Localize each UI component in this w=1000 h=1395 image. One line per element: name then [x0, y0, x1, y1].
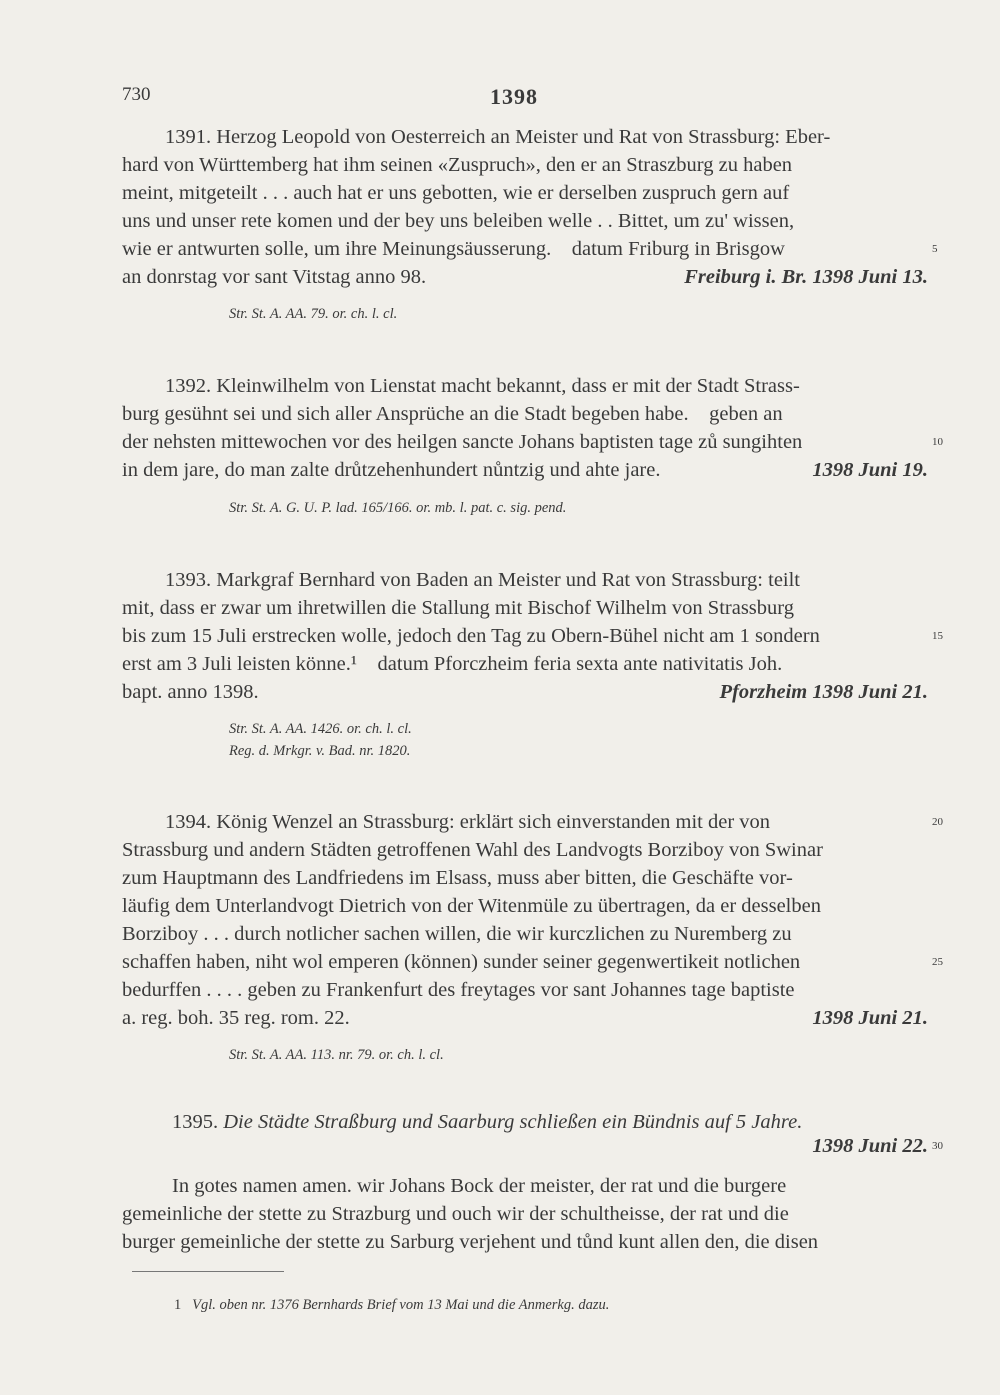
page-number: 730	[122, 84, 151, 105]
entry-1393-source-2: Reg. d. Mrkgr. v. Bad. nr. 1820.	[229, 743, 411, 759]
entry-1393-line-3: bis zum 15 Juli erstrecken wolle, jedoch den Tag zu Obern-Bühel nicht am 1 sondern	[122, 625, 820, 647]
entry-1391-line-6: an donrstag vor sant Vitstag anno 98.	[122, 266, 427, 288]
entry-1395-title: Die Städte Straßburg und Saarburg schließen ein Bündnis auf 5 Jahre.	[223, 1111, 803, 1133]
entry-1394-line-3: zum Hauptmann des Landfriedens im Elsass, muss aber bitten, die Geschäfte vor-	[122, 867, 793, 889]
footnote-text: Vgl. oben nr. 1376 Bernhards Brief vom 13 Mai und die Anmerkg. dazu.	[192, 1297, 610, 1313]
entry-1395-line-3: gemeinliche der stette zu Strazburg und ouch wir der schultheisse, der rat und die	[122, 1203, 789, 1225]
entry-number: 1391	[165, 126, 206, 148]
entry-1395-line-2: In gotes namen amen. wir Johans Bock der meister, der rat und die burgere	[172, 1175, 787, 1197]
entry-number: 1394	[165, 811, 206, 833]
entry-number: 1392	[165, 375, 206, 397]
entry-1391-line-2: hard von Württemberg hat ihm seinen «Zuspruch», den er an Straszburg zu haben	[122, 154, 793, 176]
margin-line-number: 20	[932, 816, 943, 828]
footnote	[174, 1297, 609, 1314]
margin-line-number: 5	[932, 243, 938, 255]
entry-1393-line-4: erst am 3 Juli leisten könne.¹ datum Pforczheim feria sexta ante nativitatis Joh.	[122, 653, 783, 675]
running-header-year: 1398	[490, 84, 538, 109]
entry-1393-date: Pforzheim 1398 Juni 21.	[719, 681, 928, 703]
entry-1391-date: Freiburg i. Br. 1398 Juni 13.	[684, 266, 928, 288]
margin-line-number: 15	[932, 630, 943, 642]
entry-1394-source: Str. St. A. AA. 113. nr. 79. or. ch. l. cl.	[229, 1047, 444, 1063]
entry-1394-line-1: 1394. König Wenzel an Strassburg: erklärt sich einverstanden mit der von	[165, 811, 771, 833]
margin-line-number: 10	[932, 436, 943, 448]
entry-1395-line-4: burger gemeinliche der stette zu Sarburg verjehent und tůnd kunt allen den, die disen	[122, 1231, 819, 1253]
entry-1391-line-3: meint, mitgeteilt . . . auch hat er uns gebotten, wie er derselben zuspruch gern auf	[122, 182, 790, 204]
entry-1393-source-1: Str. St. A. AA. 1426. or. ch. l. cl.	[229, 721, 412, 737]
entry-1391-line-4: uns und unser rete komen und der bey uns beleiben welle . . Bittet, um zu' wissen,	[122, 210, 795, 232]
entry-1392-line-2: burg gesühnt sei und sich aller Ansprüche an die Stadt begeben habe. geben an	[122, 403, 783, 425]
entry-1391-line-1: 1391. Herzog Leopold von Oesterreich an Meister und Rat von Strassburg: Eber-	[165, 126, 831, 148]
entry-1394-line-7: bedurffen . . . . geben zu Frankenfurt des freytages vor sant Johannes tage baptiste	[122, 979, 795, 1001]
entry-1394-line-5: Borziboy . . . durch notlicher sachen willen, die wir kurczlichen zu Nuremberg zu	[122, 923, 792, 945]
entry-1395-date: 1398 Juni 22.	[812, 1135, 928, 1157]
entry-1394-line-4: läufig dem Unterlandvogt Dietrich von der Witenmüle zu übertragen, da er desselben	[122, 895, 821, 917]
entry-1394-line-8: a. reg. boh. 35 reg. rom. 22.	[122, 1007, 350, 1029]
entry-1392-line-4: in dem jare, do man zalte drůtzehenhundert nůntzig und ahte jare.	[122, 459, 661, 481]
entry-1391-line-5: wie er antwurten solle, um ihre Meinungsäusserung. datum Friburg in Brisgow	[122, 238, 785, 260]
margin-line-number: 25	[932, 956, 943, 968]
entry-number: 1393	[165, 569, 206, 591]
footnote-marker: 1	[174, 1297, 182, 1313]
entry-1393-line-1: 1393. Markgraf Bernhard von Baden an Meister und Rat von Strassburg: teilt	[165, 569, 800, 591]
entry-1394-date: 1398 Juni 21.	[812, 1007, 928, 1029]
entry-1395-line-1: 1395. Die Städte Straßburg und Saarburg schließen ein Bündnis auf 5 Jahre.	[172, 1111, 803, 1133]
entry-number: 1395	[172, 1111, 213, 1133]
entry-1393-line-5: bapt. anno 1398.	[122, 681, 259, 703]
entry-1394-line-6: schaffen haben, niht wol emperen (können) sunder seiner gegenwertikeit notlichen	[122, 951, 801, 973]
margin-line-number: 30	[932, 1140, 943, 1152]
entry-1392-line-1: 1392. Kleinwilhelm von Lienstat macht bekannt, dass er mit der Stadt Strass-	[165, 375, 800, 397]
entry-1392-date: 1398 Juni 19.	[812, 459, 928, 481]
entry-1392-source: Str. St. A. G. U. P. lad. 165/166. or. mb. l. pat. c. sig. pend.	[229, 500, 567, 516]
entry-1393-line-2: mit, dass er zwar um ihretwillen die Stallung mit Bischof Wilhelm von Strassburg	[122, 597, 794, 619]
entry-1391-source: Str. St. A. AA. 79. or. ch. l. cl.	[229, 306, 398, 322]
entry-1394-line-2: Strassburg und andern Städten getroffenen Wahl des Landvogts Borziboy von Swinar	[122, 839, 823, 861]
footnote-rule	[132, 1271, 284, 1272]
entry-1392-line-3: der nehsten mittewochen vor des heilgen sancte Johans baptisten tage zů sungihten	[122, 431, 803, 453]
